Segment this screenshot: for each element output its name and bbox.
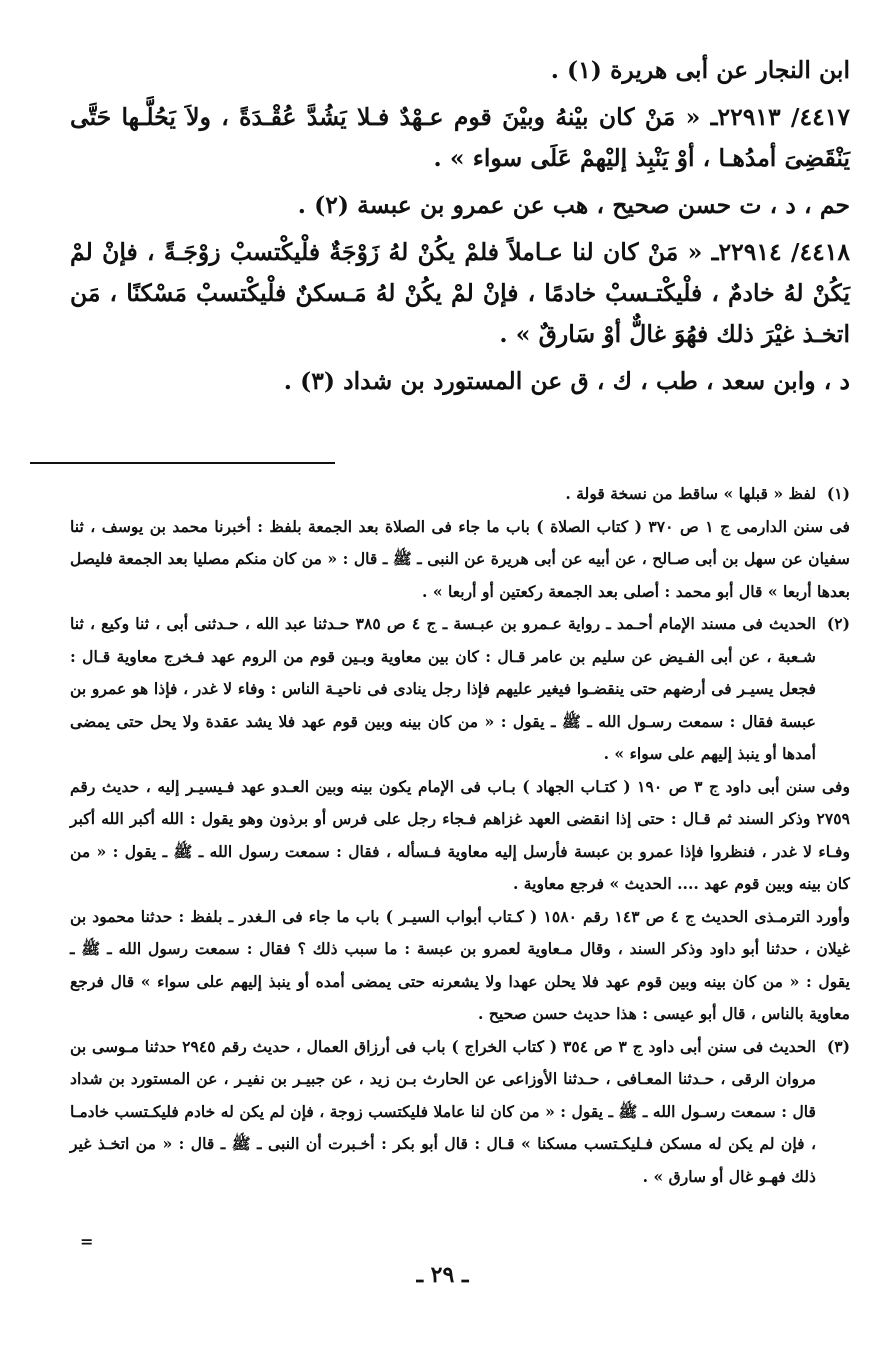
footnote-text: الحديث فى مسند الإمام أحـمد ـ رواية عـمرو بن عبـسة ـ ج ٤ ص ٣٨٥ حـدثنا عبد الله ، حـدثنى أبى ، ثنا وكيع ، ثنا شـعبة ، عن أبى الفـيض عن سليم بن عامر قـال : كان بين معاوية وبـين قوم من الروم عهد فـخرج معاوية قـال : فجعل يسيـر فى أرضهم حتى ينقضـوا فيغير عليهم فإذا رجل ينادى فى ناحيـة الناس : وفاء لا غدر ، فإذا هو عمرو بن عبسة فقال : سمعت رسـول الله ـ ﷺ ـ يقول : « من كان بينه وبين قوم عهد فلا يشد عقدة ولا يحل حتى يمضى أمدها أو ينبذ إليهم على سواء » . [70, 614, 816, 763]
footnote-text: فى سنن الدارمى ج ١ ص ٣٧٠ ( كتاب الصلاة ) باب ما جاء فى الصلاة بعد الجمعة بلفظ : أخبرنا محمد بن يوسف ، ثنا سفيان عن سهل بن أبى صـالح ، عن أبيه عن أبى هريرة عن النبى ـ ﷺ ـ قال : « من كان منكم مصليا بعد الجمعة فليصل بعدها أربعا » قال أبو محمد : أصلى بعد الجمعة ركعتين أو أربعا » . [70, 516, 851, 601]
main-text [70, 50, 850, 402]
footnotes [70, 478, 850, 1193]
source-4417: حم ، د ، ت حسن صحيح ، هب عن عمرو بن عبسة (٢) . [297, 191, 850, 219]
main-line-1: ابن النجار عن أبى هريرة (١) . [550, 56, 850, 84]
hadith-4417: ٤٤١٧/ ٢٢٩١٣ـ « مَنْ كان بيْنهُ وبيْنَ قوم عـهْدٌ فـلا يَشُدَّ عُقْـدَةً ، ولاَ يَحُلَّـها حَتَّى يَنْقَضِىَ أمدُهـا ، أوْ يَنْبِذ إليْهمْ عَلَى سواء » . [70, 103, 850, 172]
footnote-text: الحديث فى سنن أبى داود ج ٣ ص ٣٥٤ ( كتاب الخراج ) باب فى أرزاق العمال ، حديث رقم ٢٩٤٥ حدثنا مـوسى بن مروان الرقى ، حـدثنا المعـافى ، حـدثنا الأوزاعى عن الحارث بـن زيد ، عن جبيـر بن نفيـر ، عن المستورد بن شداد قال : سمعت رسـول الله ـ ﷺ ـ يقول : « من كان لنا عاملا فليكتسب زوجة ، فإن لم يكن له خادم فليكـتسب خادمـا ، فإن لم يكن له مسكن فـليكـتسب مسكنا » قـال : قال أبو بكر : أخـبرت أن النبى ـ ﷺ ـ قال : « من اتخـذ غير ذلك فهـو غال أو سارق » . [70, 1036, 817, 1186]
footnote-number: (٢) [826, 614, 850, 633]
footnote-number: (١) [826, 484, 850, 503]
footnote-text: وفى سنن أبى داود ج ٣ ص ١٩٠ ( كتـاب الجهاد ) بـاب فى الإمام يكون بينه وبين العـدو عهد فـيسيـر إليه ، حديث رقم ٢٧٥٩ وذكر السند ثم قـال : حتى إذا انقضى العهد غزاهم فـجاء رجل على فرس أو برذون وهو يقول : الله أكبر الله أكبر وفـاء لا غدر ، فنظروا فإذا عمرو بن عبسة فأرسل إليه معاوية فـسأله ، فقال : سمعت رسول الله ـ ﷺ ـ يقول : « من كان بينه وبين قوم عهد .... الحديث » فرجع معاوية . [70, 776, 850, 893]
source-4418: د ، وابن سعد ، طب ، ك ، ق عن المستورد بن شداد (٣) . [283, 367, 850, 395]
footnote-2 [70, 608, 850, 771]
footnote-text: لفظ « قبلها » ساقط من نسخة قولة . [565, 484, 816, 503]
page-number: ـ ٢٩ ـ [416, 1262, 469, 1288]
footnote-3 [70, 1031, 850, 1194]
footnote-separator [30, 462, 335, 464]
footnote-1 [70, 478, 850, 511]
hadith-4418: ٤٤١٨/ ٢٢٩١٤ـ « مَنْ كان لنا عـاملاً فلمْ يكُنْ لهُ زَوْجَةٌ فلْيكْتسبْ زوْجَـةً ، فإنْ لمْ يَكُنْ لهُ خادمٌ ، فلْيكْتـسبْ خادمًا ، فإنْ لمْ يكُنْ لهُ مَـسكنٌ فلْيكْتسبْ مَسْكنًا ، مَن اتخـذ غيْرَ ذلك فهُوَ غالٌّ أوْ سَارقٌ » . [70, 238, 851, 348]
footnote-number: (٣) [826, 1036, 850, 1056]
continuation-mark: = [80, 1232, 94, 1251]
footnote-text: وأورد الترمـذى الحديث ج ٤ ص ١٤٣ رقم ١٥٨٠ ( كـتاب أبواب السيـر ) باب ما جاء فى الـغدر ـ بلفظ : حدثنا محمود بن غيلان ، حدثنا أبو داود وذكر السند ، وقال مـعاوية لعمرو بن عبسة : ما سبب ذلك ؟ فقال : سمعت رسول الله ـ ﷺ ـ يقول : « من كان بينه وبين قوم عهد فلا يحلن عهدا ولا يشعرنه حتى يمضى أمده أو ينبذ إليهم على سواء » قال فرجع معاوية بالناس ، قال أبو عيسى : هذا حديث حسن صحيح . [70, 906, 850, 1023]
